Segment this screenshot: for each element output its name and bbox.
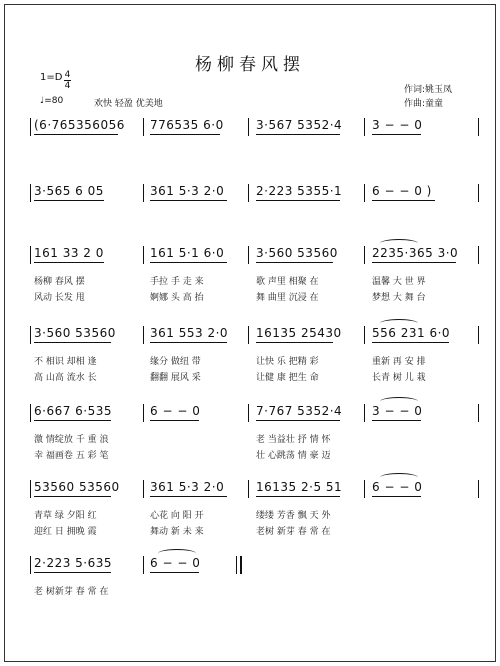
slur	[380, 397, 418, 406]
score-row	[0, 326, 500, 392]
lyric-verse-1: 青草 绿 夕阳 红	[34, 511, 97, 521]
barline	[143, 118, 144, 136]
barline	[30, 404, 31, 422]
beam-line	[150, 496, 227, 497]
lyric-verse-2: 翻翻 展风 采	[150, 373, 201, 383]
measure: 361 5·3 2·0	[150, 184, 225, 198]
barline	[248, 184, 249, 202]
lyric-verse-1: 歌 声里 相聚 在	[256, 277, 319, 287]
measure: 6·667 6·535	[34, 404, 113, 418]
score-row	[0, 246, 500, 312]
barline	[478, 184, 479, 202]
lyric-verse-2: 迎红 日 拥晚 霞	[34, 527, 97, 537]
barline	[364, 404, 365, 422]
measure: 361 553 2·0	[150, 326, 229, 340]
lyric-verse-2: 老树 新芽 春 常 在	[256, 527, 331, 537]
measure: 161 33 2 0	[34, 246, 104, 260]
measure: 6 − − 0	[150, 556, 201, 570]
beam-line	[256, 496, 340, 497]
measure: 556 231 6·0	[372, 326, 451, 340]
barline	[478, 480, 479, 498]
measure: 161 5·1 6·0	[150, 246, 225, 260]
style-marking: 欢快 轻盈 优美地	[94, 99, 163, 109]
barline	[364, 184, 365, 202]
barline	[143, 404, 144, 422]
lyric-verse-1: 激 情绽放 千 重 浪	[34, 435, 109, 445]
composer-credit: 作曲:童童	[404, 99, 444, 109]
beam-line	[256, 342, 333, 343]
lyric-verse-1: 老 当益壮 抒 情 怀	[256, 435, 331, 445]
key-signature: 1=D	[40, 72, 63, 83]
barline	[248, 326, 249, 344]
barline	[143, 184, 144, 202]
measure: 6 − − 0 )	[372, 184, 432, 198]
lyric-verse-2: 让健 康 把生 命	[256, 373, 319, 383]
score-row	[0, 556, 500, 622]
beam-line	[34, 342, 111, 343]
time-signature-bottom: 4	[64, 81, 71, 91]
barline	[364, 326, 365, 344]
lyric-verse-2: 长青 树 儿 栽	[372, 373, 426, 383]
beam-line	[150, 200, 227, 201]
barline	[30, 246, 31, 264]
measure: 6 − − 0	[372, 480, 423, 494]
lyric-verse-1: 杨柳 春风 摆	[34, 277, 85, 287]
measure: 6 − − 0	[150, 404, 201, 418]
barline	[478, 118, 479, 136]
lyric-verse-2: 风动 长发 甩	[34, 293, 85, 303]
score-row	[0, 480, 500, 546]
barline	[248, 404, 249, 422]
lyric-verse-2: 舞动 新 未 来	[150, 527, 204, 537]
barline	[478, 326, 479, 344]
barline	[364, 246, 365, 264]
beam-line	[34, 134, 118, 135]
tempo-marking: ♩=80	[40, 96, 64, 106]
barline	[143, 246, 144, 264]
barline	[143, 556, 144, 574]
measure: 7·767 5352·4	[256, 404, 343, 418]
beam-line	[256, 134, 340, 135]
barline	[478, 404, 479, 422]
song-title: 杨柳春风摆	[195, 55, 305, 75]
measure: 3·565 6 05	[34, 184, 104, 198]
measure: (6·765356056	[34, 118, 125, 132]
lyric-verse-1: 心花 向 阳 开	[150, 511, 204, 521]
barline	[30, 480, 31, 498]
time-signature-top: 4	[64, 70, 71, 80]
lyric-verse-2: 梦想 大 舞 台	[372, 293, 426, 303]
beam-line	[256, 262, 333, 263]
slur	[380, 319, 418, 328]
score-row	[0, 184, 500, 250]
measure: 2·223 5355·1	[256, 184, 343, 198]
beam-line	[256, 420, 340, 421]
barline	[248, 118, 249, 136]
beam-line	[372, 262, 456, 263]
barline	[30, 118, 31, 136]
measure: 2·223 5·635	[34, 556, 113, 570]
beam-line	[372, 134, 421, 135]
score-row	[0, 118, 500, 184]
beam-line	[256, 200, 340, 201]
beam-line	[150, 420, 199, 421]
time-signature	[64, 70, 71, 91]
beam-line	[372, 496, 421, 497]
beam-line	[372, 200, 435, 201]
barline	[478, 246, 479, 264]
lyric-verse-1: 不 相识 却相 逢	[34, 357, 97, 367]
barline	[30, 184, 31, 202]
lyric-verse-2: 婀娜 头 高 抬	[150, 293, 204, 303]
lyric-verse-1: 缕缕 芳香 飘 天 外	[256, 511, 331, 521]
lyric-verse-1: 手拉 手 走 来	[150, 277, 204, 287]
measure: 361 5·3 2·0	[150, 480, 225, 494]
lyric-verse-2: 壮 心跳荡 情 豪 迈	[256, 451, 331, 461]
lyric-verse-1: 老 树新芽 春 常 在	[34, 587, 109, 597]
beam-line	[34, 572, 111, 573]
measure: 3·567 5352·4	[256, 118, 343, 132]
lyric-verse-1: 让快 乐 把精 彩	[256, 357, 319, 367]
measure: 776535 6·0	[150, 118, 224, 132]
lyric-verse-1: 重新 再 安 排	[372, 357, 426, 367]
measure: 53560 53560	[34, 480, 120, 494]
beam-line	[150, 342, 227, 343]
final-barline-thin	[236, 556, 237, 574]
barline	[364, 118, 365, 136]
measure: 16135 2·5 51	[256, 480, 343, 494]
barline	[30, 326, 31, 344]
barline	[364, 480, 365, 498]
slur	[380, 473, 418, 482]
lyric-verse-2: 舞 曲里 沉浸 在	[256, 293, 319, 303]
beam-line	[150, 572, 199, 573]
beam-line	[372, 420, 421, 421]
beam-line	[34, 420, 111, 421]
barline	[248, 480, 249, 498]
slur	[380, 239, 418, 248]
beam-line	[34, 262, 104, 263]
lyric-verse-1: 温馨 大 世 界	[372, 277, 426, 287]
measure: 3·560 53560	[34, 326, 116, 340]
beam-line	[34, 496, 111, 497]
barline	[143, 326, 144, 344]
measure: 3 − − 0	[372, 404, 423, 418]
barline	[143, 480, 144, 498]
barline	[248, 246, 249, 264]
beam-line	[372, 342, 449, 343]
measure: 3·560 53560	[256, 246, 338, 260]
final-barline	[240, 556, 242, 574]
measure: 16135 25430	[256, 326, 342, 340]
score-row	[0, 404, 500, 470]
barline	[30, 556, 31, 574]
lyric-verse-2: 幸 福画卷 五 彩 笔	[34, 451, 109, 461]
measure: 2235·365 3·0	[372, 246, 459, 260]
beam-line	[150, 134, 220, 135]
beam-line	[34, 200, 104, 201]
measure: 3 − − 0	[372, 118, 423, 132]
lyricist-credit: 作词:姚玉凤	[404, 85, 453, 95]
lyric-verse-2: 高 山高 流水 长	[34, 373, 97, 383]
beam-line	[150, 262, 227, 263]
lyric-verse-1: 缘分 做纽 带	[150, 357, 201, 367]
slur	[158, 549, 196, 558]
